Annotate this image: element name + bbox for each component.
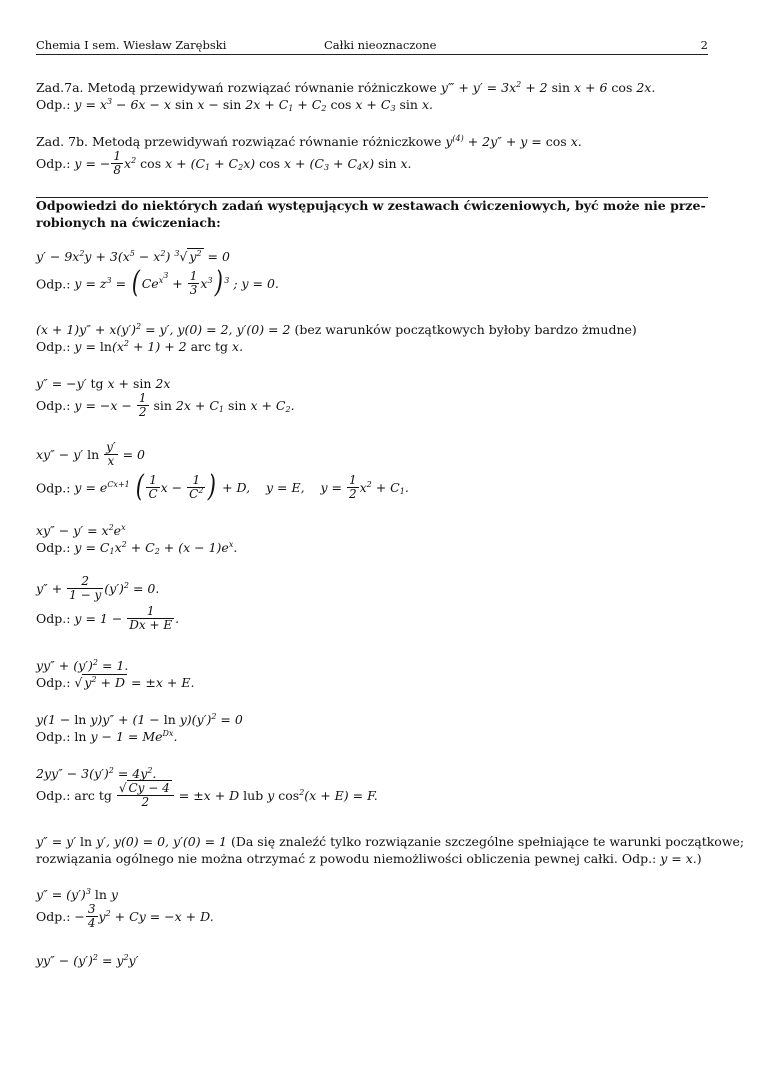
problem-8 xyxy=(36,712,708,746)
problem-4 xyxy=(36,440,708,504)
odp-label: Odp.: xyxy=(36,480,71,496)
answer: arc tg $\frac{√ Cy - 4}{2}$ = ±x + D xyxy=(74,781,240,809)
exercise-7b-title: Zad. 7b. Metodą przewidywań rozwiązać równanie różniczkowe xyxy=(36,134,442,149)
answer: $y = x^3 - 6x - x$ $\sin x - \sin 2x + C_1 + C_2$ $\cos x + C_3$ sin x. xyxy=(74,97,433,113)
odp-label: Odp.: xyxy=(36,156,71,171)
odp-label: Odp.: xyxy=(36,540,71,555)
header-author: Chemia I sem. Wiesław Zarębski xyxy=(36,38,227,52)
problem-note: (bez warunków początkowych byłoby bardzo żmudne) xyxy=(294,322,637,337)
answer: $y = \ln(x^2 + 1) + 2$ arc tg x. xyxy=(74,339,244,354)
answer: − $\frac{3}{4}$ $y^2 + Cy = -x + D$. xyxy=(74,902,214,930)
section-heading-line1: Odpowiedzi do niektórych zadań występujących w zestawach ćwiczeniowych, być może nie prze- xyxy=(36,198,706,213)
answer: y = x. xyxy=(660,851,697,866)
odp-label: Odp.: xyxy=(36,276,71,292)
problem-equation: $y' - 9x^2y + 3(x^5 - x^2)$ $^3$√ $y^2 = 0$ xyxy=(36,249,230,264)
problem-3 xyxy=(36,376,708,419)
answer: $\ln y - 1 = Me^{Dx}$. xyxy=(74,729,178,744)
lub-word: lub xyxy=(243,788,264,803)
problem-equation: $xy'' - y' = x^2e^x$ xyxy=(36,523,126,538)
problem-12 xyxy=(36,953,708,970)
page-header xyxy=(36,38,708,54)
problem-10: y″ = y′ ln y′, y(0) = 0, y′(0) = 1 (Da się znaleźć tylko rozwiązanie szczególne spełniające te warunki początkowe; rozwiązania ogólnego nie można otrzymać z powodu niemożliwości obliczenia pewnej całki. Odp.: y = x.) xyxy=(36,834,745,866)
problem-equation: $yy'' + (y')^2 = 1$. xyxy=(36,658,129,673)
odp-label: Odp.: xyxy=(36,675,71,690)
odp-label: Odp.: xyxy=(36,97,71,112)
problem-equation: $y'' = (y')^3$ ln y xyxy=(36,887,118,902)
page-number: 2 xyxy=(700,38,708,52)
problem-note-cont: rozwiązania ogólnego nie można otrzymać z powodu niemożliwości obliczenia pewnej całki. Odp.: xyxy=(36,851,657,866)
problem-equation: y″ = −y′ tg x + sin 2x xyxy=(36,376,171,391)
odp-label: Odp.: xyxy=(36,788,71,803)
problem-equation: $y(1 - \ln y)y'' + (1 - \ln y)(y')^2 = 0$ xyxy=(36,712,243,727)
answer: $y = C_1x^2 + C_2 + (x - 1)e^x$. xyxy=(74,540,238,556)
odp-label: Odp.: xyxy=(36,909,71,924)
equation: $y^{(4)} + 2y'' + y = \cos x$. xyxy=(445,134,582,149)
answer: y = −x − $\frac{1}{2}$ $\sin 2x + C_1$ $\sin x + C_2$. xyxy=(74,391,295,419)
section-heading xyxy=(36,197,708,231)
exercise-7a xyxy=(36,80,708,114)
problem-equation: $2yy'' - 3(y')^2 = 4y^2$. xyxy=(36,766,157,781)
answer: √ $y^2 + D = \pm x + E$. xyxy=(74,675,195,690)
equation: y‴ + $y' = 3x^2 + 2$ sin x + 6 cos 2x. xyxy=(440,80,656,95)
answer: $y = e^{Cx+1}$ ( $\frac{1}{C}$ x − $\frac{1}{C^2}$ ) + D, y = E, y = $\frac{1}{2}$ $x^2 + C_1$. xyxy=(74,469,409,504)
odp-label: Odp.: xyxy=(36,611,71,626)
problem-equation: $(x + 1)y'' + x(y')^2 = y'$, y(0) = 2, y′(0) = 2 xyxy=(36,322,291,337)
problem-equation: y″ = y′ ln y′, y(0) = 0, y′(0) = 1 xyxy=(36,834,227,849)
header-title: Całki nieoznaczone xyxy=(324,38,437,52)
problem-7 xyxy=(36,658,708,692)
exercise-7a-title: Zad.7a. Metodą przewidywań rozwiązać równanie różniczkowe xyxy=(36,80,437,95)
problem-2 xyxy=(36,322,708,356)
header-rule xyxy=(36,54,708,55)
answer: y = 1 − $\frac{1}{Dx + E}$ . xyxy=(74,604,180,632)
problem-1 xyxy=(36,249,708,300)
problem-note: (Da się znaleźć tylko rozwiązanie szczególne spełniające te warunki początkowe; xyxy=(230,834,745,849)
answer: y = − $\frac{1}{8}$ $x^2$ $\cos x + (C_1 + C_2x)$ $\cos x + (C_3 + C_4x)$ sin x. xyxy=(74,149,412,177)
odp-label: Odp.: xyxy=(36,729,71,744)
problem-equation: xy″ − y′ ln $\frac{y'}{x}$ = 0 xyxy=(36,440,146,468)
problem-equation: $yy'' - (y')^2 = y^2y'$ xyxy=(36,953,139,968)
answer: $y = z^3$ = ( $Ce^{x^3}$ + $\frac{1}{3}$ $x^3$) $^3$ ; y = 0. xyxy=(74,265,279,300)
odp-label: Odp.: xyxy=(36,339,71,354)
problem-5 xyxy=(36,523,708,557)
section-heading-line2: robionych na ćwiczeniach: xyxy=(36,215,221,230)
problem-11 xyxy=(36,887,708,932)
answer-alt: y $\cos^2(x + E) = F$. xyxy=(267,788,378,803)
problem-equation: y″ + $\frac{2}{1 - y}$ $(y')^2 = 0$. xyxy=(36,574,160,602)
problem-6 xyxy=(36,576,708,636)
problem-9 xyxy=(36,766,708,813)
exercise-7b xyxy=(36,134,708,175)
odp-label: Odp.: xyxy=(36,398,71,413)
